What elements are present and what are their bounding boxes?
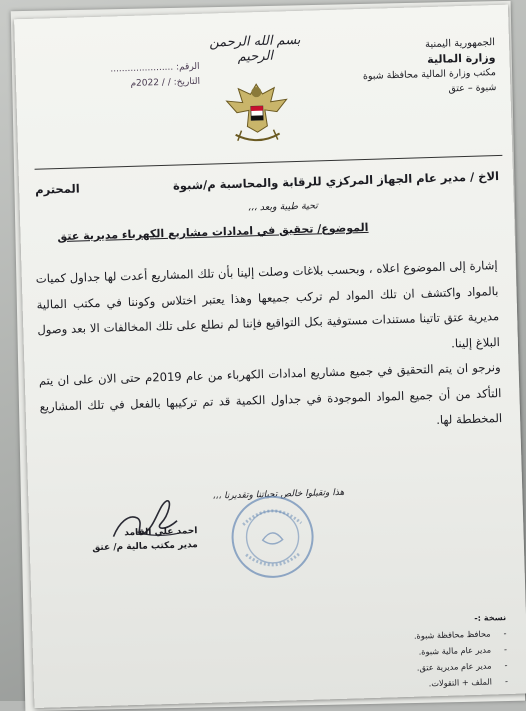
body-paragraph: إشارة إلى الموضوع اعلاه ، وبحسب بلاغات وصلت إلينا بأن تلك المشاريع أعدت لها جداول كميات بالمواد واكتشف ان تلك المواد لم تركب جميعها وهذا يعتبر اختلاس وكوننا في مكتب المالية مديرية عتق تاتينا مستندات مستوفية بكل التواقيع فإننا لم نطلع على تلك المخالفات الا بعد وصول البلاغ إلينا. [35, 258, 501, 351]
closing-line: هذا وتقبلوا خالص تحياتنا وتقديرنا ،،، [212, 487, 345, 502]
list-item: - مدير عام مالية شبوة. [418, 643, 508, 657]
letter-sheet [14, 5, 526, 708]
subject-line: الموضوع/ تحقيق في امدادات مشاريع الكهرباء مديرية عتق [57, 220, 369, 244]
yemen-eagle-emblem-icon [216, 69, 298, 151]
list-item: - مدير عام مديرية عتق. [416, 659, 508, 673]
letter-body [35, 253, 502, 445]
ministry-name: وزارة المالية [426, 51, 496, 67]
honorific: المحترم [34, 181, 80, 197]
list-item: - محافظ محافظة شبوة. [413, 627, 507, 641]
reference-number: الرقم: ...................... [110, 61, 200, 75]
body-paragraph: ونرجو ان يتم التحقيق في جميع مشاريع امدادات الكهرباء من عام 2019م حتى الان على ان يتم التأكد من أن جميع المواد الموجودة في جداول الكمية قد تم تركيبها بالفعل في تلك المشاريع المخططة لها. [38, 360, 503, 427]
letter-date: التاريخ: / / 2022م [130, 76, 201, 89]
greeting: تحية طيبة وبعد ،،، [247, 200, 318, 214]
signatory-name: احمد علي القامد [124, 526, 198, 539]
official-stamp-icon [228, 493, 317, 582]
basmala: بسم الله الرحمن الرحيم [209, 32, 301, 65]
copies-list [346, 609, 508, 694]
copies-title: نسخة :- [474, 611, 507, 623]
signatory-block [77, 524, 198, 556]
republic-name: الجمهورية اليمنية [424, 37, 496, 51]
office-name: مكتب وزارة المالية محافظة شبوة [362, 67, 497, 83]
list-item: - الملف + التقولات. [428, 675, 509, 689]
addressee-line [35, 169, 499, 197]
header-divider [35, 155, 503, 170]
office-city: شبوة – عتق [448, 82, 497, 95]
signatory-title: مدير مكتب مالية م/ عتق [92, 540, 198, 554]
letterhead-right [355, 35, 497, 99]
addressee: الاخ / مدير عام الجهاز المركزي للرقابة والمحاسبة م/شبوة [172, 169, 500, 193]
reference-block [59, 60, 200, 94]
